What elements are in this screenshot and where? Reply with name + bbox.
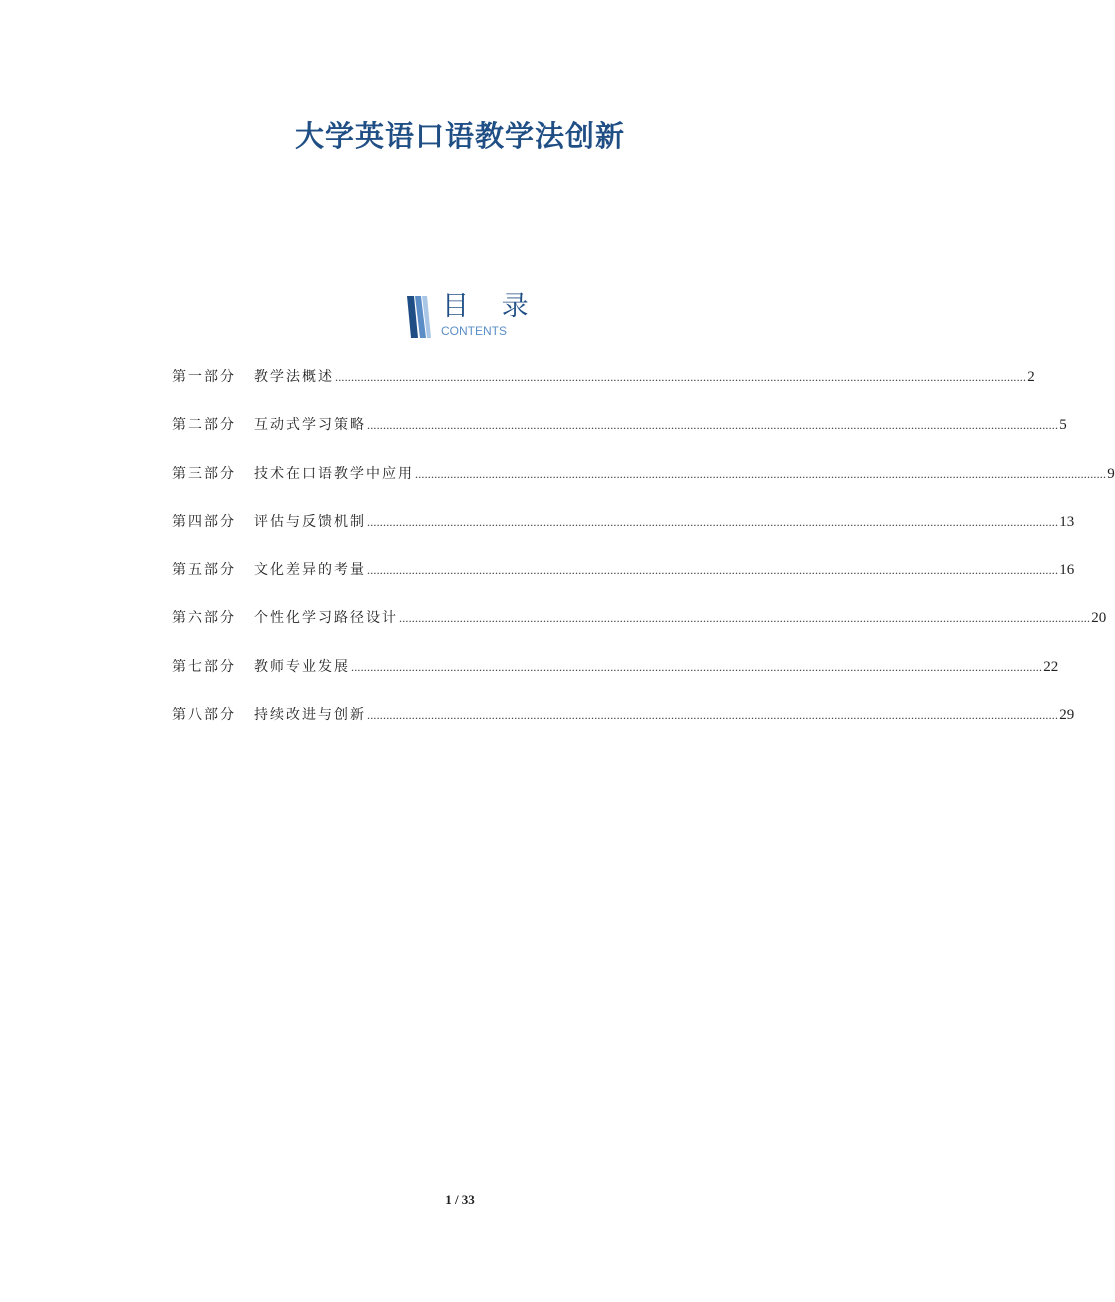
toc-entry-title: 教学法概述 [254, 369, 334, 385]
toc-entry[interactable] [172, 365, 1035, 413]
toc-entry-part: 第二部分 [172, 417, 236, 434]
toc-entry-part: 第四部分 [172, 513, 236, 530]
toc-entry-page: 2 [1027, 369, 1035, 385]
page-number: 1 / 33 [445, 1192, 475, 1207]
toc-entry[interactable] [172, 703, 1075, 751]
toc-entry[interactable] [172, 606, 1107, 654]
toc-entry-part: 第六部分 [172, 610, 236, 627]
toc-entry-title: 个性化学习路径设计 [254, 610, 398, 627]
toc-entry[interactable] [172, 558, 1075, 606]
toc-entry-page: 5 [1059, 417, 1067, 434]
toc-dot-leader: ........................................................................................................................................................................................................................ [367, 418, 1059, 433]
toc-dot-leader: ........................................................................................................................................................................................................................ [415, 466, 1107, 481]
toc-list [172, 365, 1115, 751]
toc-entry-page: 20 [1091, 610, 1107, 627]
toc-entry-title: 教师专业发展 [254, 658, 350, 675]
toc-subtitle: CONTENTS [441, 324, 507, 338]
toc-entry-part: 第七部分 [172, 658, 236, 675]
toc-entry-part: 第一部分 [172, 369, 236, 385]
toc-dot-leader: ........................................................................................................................................................................................................................ [367, 708, 1059, 723]
toc-entry-page: 29 [1059, 707, 1075, 724]
toc-dot-leader: ........................................................................................................................................................................................................................ [367, 563, 1059, 578]
toc-entry-page: 22 [1043, 658, 1059, 675]
toc-entry-title: 技术在口语教学中应用 [254, 465, 414, 482]
toc-dot-leader: ........................................................................................................................................................................................................................ [367, 514, 1059, 529]
toc-entry[interactable] [172, 510, 1075, 558]
toc-entry-title: 互动式学习策略 [254, 417, 366, 434]
toc-entry-part: 第三部分 [172, 465, 236, 482]
toc-entry-part: 第八部分 [172, 707, 236, 724]
document-title: 大学英语口语教学法创新 [294, 119, 625, 153]
toc-dot-leader: ........................................................................................................................................................................................................................ [399, 611, 1091, 626]
toc-entry[interactable] [172, 462, 1115, 510]
toc-entry[interactable] [172, 655, 1059, 703]
toc-entry-part: 第五部分 [172, 562, 236, 579]
toc-entry[interactable] [172, 413, 1067, 461]
toc-entry-page: 9 [1107, 465, 1115, 482]
toc-entry-page: 13 [1059, 513, 1075, 530]
toc-header [404, 292, 544, 342]
toc-title: 目 录 [442, 291, 541, 322]
toc-entry-page: 16 [1059, 562, 1075, 579]
toc-entry-title: 评估与反馈机制 [254, 513, 366, 530]
toc-entry-title: 持续改进与创新 [254, 707, 366, 724]
toc-dot-leader: ........................................................................................................................................................................................................................ [335, 370, 1027, 384]
toc-dot-leader: ........................................................................................................................................................................................................................ [351, 659, 1043, 674]
stacked-bars-logo-icon [404, 294, 432, 340]
toc-entry-title: 文化差异的考量 [254, 562, 366, 579]
